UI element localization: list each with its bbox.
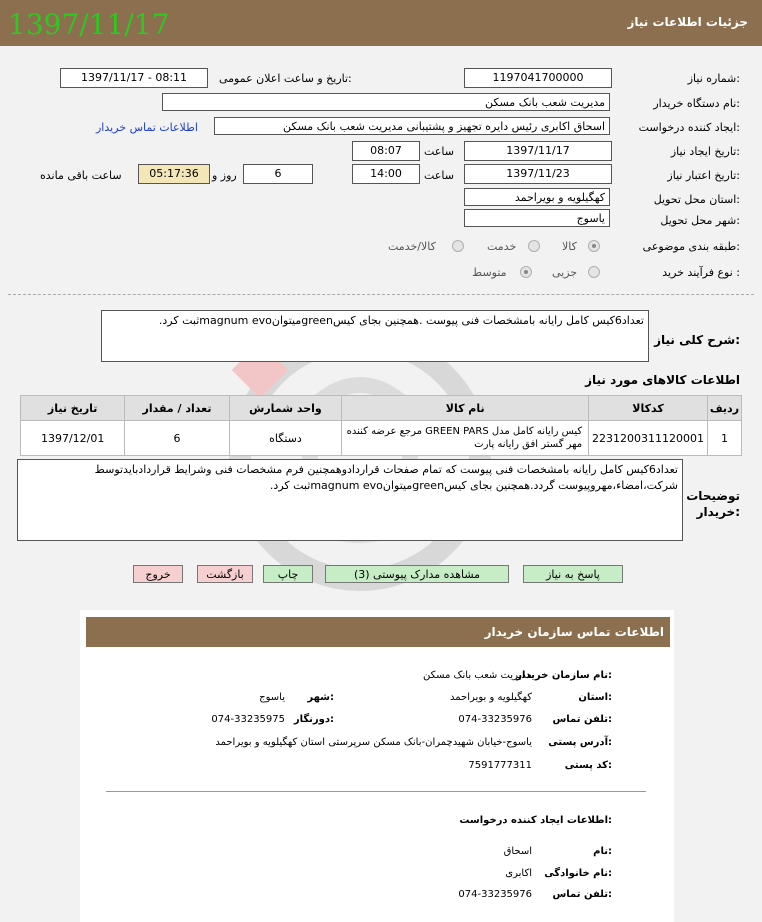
table-row[interactable]: [21, 421, 742, 456]
description-textarea: تعداد6کیس کامل رایانه بامشخصات فنی پیوست .همچنین بجای کیسgreenمیتوانmagnum evoثبت کرد.: [101, 310, 649, 362]
items-header-row: [21, 396, 742, 421]
items-section-title: اطلاعات کالاهای مورد نیاز: [585, 373, 740, 387]
remaining-time-field: 05:17:36: [138, 164, 210, 184]
postal-value: 7591777311: [468, 760, 532, 771]
buyer-org-label: نام دستگاه خریدار:: [653, 97, 740, 110]
create-date-field: 1397/11/17: [464, 141, 612, 161]
col-date: تاریخ نیاز: [21, 396, 125, 421]
creator-phone-value: 074-33235976: [458, 889, 532, 900]
col-unit: واحد شمارش: [229, 396, 342, 421]
category-option-service: خدمت: [487, 240, 517, 253]
creator-last-name-label: نام خانوادگی:: [544, 868, 612, 879]
buyer-notes-label: توضیحات خریدار:: [686, 489, 740, 519]
description-label: شرح کلی نیاز:: [654, 333, 740, 347]
creator-last-name-value: اکابری: [505, 868, 532, 879]
cell-qty: 6: [125, 421, 229, 456]
print-button[interactable]: چاپ: [263, 565, 313, 583]
attachments-button[interactable]: مشاهده مدارک پیوستی (3): [325, 565, 509, 583]
cell-row: 1: [707, 421, 741, 456]
process-radio-medium[interactable]: [520, 266, 532, 278]
buyer-contact-link[interactable]: اطلاعات تماس خریدار: [96, 121, 198, 134]
remaining-label: ساعت باقی مانده: [40, 169, 122, 182]
divider: [8, 294, 754, 295]
cell-code: 2231200311120001: [589, 421, 708, 456]
contact-fax-label: دورنگار:: [293, 714, 334, 725]
col-code: کدکالا: [589, 396, 708, 421]
validity-label: تاریخ اعتبار نیاز:: [667, 169, 740, 182]
contact-phone-label: تلفن تماس:: [552, 714, 612, 725]
buyer-org-field: مدیریت شعب بانک مسکن: [162, 93, 610, 111]
category-radio-goods[interactable]: [588, 240, 600, 252]
category-radio-service[interactable]: [528, 240, 540, 252]
days-label: روز و: [212, 169, 237, 182]
create-time-label: ساعت: [424, 145, 454, 158]
card-divider: [106, 791, 646, 792]
org-label: نام سازمان خریدار:: [516, 670, 612, 681]
need-number-label: شماره نیاز:: [687, 72, 740, 85]
contact-province-value: کهگیلویه و بویراحمد: [450, 692, 532, 703]
category-label: طبقه بندی موضوعی:: [642, 240, 740, 253]
process-label: نوع فرآیند خرید :: [662, 266, 740, 279]
requester-field: اسحاق اکابری رئیس دایره تجهیز و پشتیبانی مدیریت شعب بانک مسکن: [214, 117, 610, 135]
reply-button[interactable]: پاسخ به نیاز: [523, 565, 623, 583]
contact-city-value: یاسوج: [259, 692, 285, 703]
contact-city-label: شهر:: [307, 692, 334, 703]
buyer-notes-textarea: تعداد6کیس کامل رایانه بامشخصات فنی پیوست که تمام صفحات قراردادوهمچنین فرم مشخصات فنی وشرایط قراردادبایدتوسط شرکت،امضاء،مهروپیوست گردد.همچنین بجای کیسgreenمیتوانmagnum evoثبت کرد.: [17, 459, 683, 541]
col-name: نام کالا: [342, 396, 589, 421]
creator-title: اطلاعات ایجاد کننده درخواست:: [459, 815, 612, 826]
cell-unit: دستگاه: [229, 421, 342, 456]
requester-label: ایجاد کننده درخواست:: [638, 121, 740, 134]
announce-label: تاریخ و ساعت اعلان عمومی:: [219, 72, 352, 85]
cell-name: کیس رایانه کامل مدل GREEN PARS مرجع عرضه کننده مهر گستر افق رایانه پارت: [342, 421, 589, 456]
creator-first-name-label: نام:: [593, 846, 612, 857]
contact-phone-value: 074-33235976: [458, 714, 532, 725]
category-radio-goods-service[interactable]: [452, 240, 464, 252]
process-option-medium: متوسط: [472, 266, 507, 279]
create-date-label: تاریخ ایجاد نیاز:: [670, 145, 740, 158]
validity-date-field: 1397/11/23: [464, 164, 612, 184]
process-option-minor: جزیی: [552, 266, 578, 279]
validity-time-field: 14:00: [352, 164, 420, 184]
postal-label: کد پستی:: [564, 760, 612, 771]
header-date-stamp: 1397/11/17: [8, 8, 170, 41]
remaining-days-field: 6: [243, 164, 313, 184]
address-value: یاسوج-خیابان شهیدچمران-بانک مسکن سرپرستی استان کهگیلویه و بویراحمد: [215, 737, 532, 748]
contact-province-label: استان:: [578, 692, 612, 703]
province-field: کهگیلویه و بویراحمد: [464, 188, 610, 206]
announce-field: 1397/11/17 - 08:11: [60, 68, 208, 88]
city-label: شهر محل تحویل:: [660, 214, 740, 227]
category-option-goods: کالا: [562, 240, 577, 253]
create-time-field: 08:07: [352, 141, 420, 161]
creator-first-name-value: اسحاق: [503, 846, 532, 857]
need-number-field: 1197041700000: [464, 68, 612, 88]
address-label: آدرس پستی:: [548, 737, 612, 748]
province-label: استان محل تحویل:: [653, 193, 740, 206]
process-radio-minor[interactable]: [588, 266, 600, 278]
page-title: جزئیات اطلاعات نیاز: [627, 15, 748, 29]
col-row: ردیف: [707, 396, 741, 421]
contact-fax-value: 074-33235975: [211, 714, 285, 725]
org-value: مدیریت شعب بانک مسکن: [422, 670, 532, 681]
col-qty: تعداد / مقدار: [125, 396, 229, 421]
validity-time-label: ساعت: [424, 169, 454, 182]
back-button[interactable]: بازگشت: [197, 565, 253, 583]
cell-date: 1397/12/01: [21, 421, 125, 456]
contact-card-title: اطلاعات تماس سازمان خریدار: [484, 625, 664, 639]
creator-phone-label: تلفن تماس:: [552, 889, 612, 900]
category-option-goods-service: کالا/خدمت: [388, 240, 436, 253]
city-field: یاسوج: [464, 209, 610, 227]
exit-button[interactable]: خروج: [133, 565, 183, 583]
items-table: [20, 395, 742, 456]
